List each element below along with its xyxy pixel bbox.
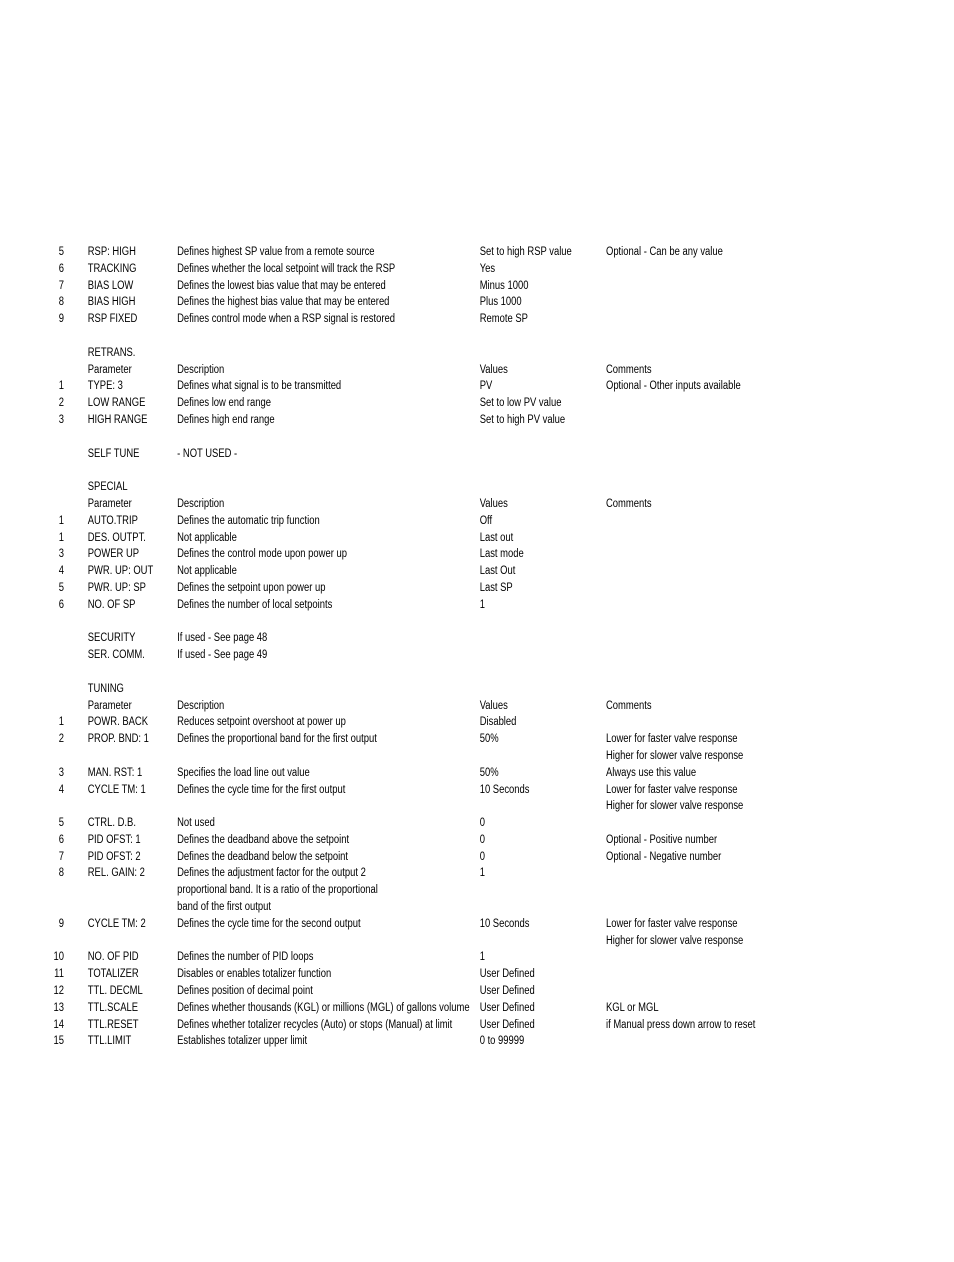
parameter-value: Set to high RSP value xyxy=(479,246,572,258)
parameter-value: Last SP xyxy=(479,581,513,594)
spacer-row xyxy=(0,614,782,631)
row-number: 10 xyxy=(53,951,64,964)
parameter-name: SELF TUNE xyxy=(87,447,140,460)
parameter-comment: Lower for faster valve response xyxy=(605,733,738,746)
parameter-name: TYPE: 3 xyxy=(87,380,123,393)
parameter-value: 1 xyxy=(479,598,485,611)
parameter-value: Values xyxy=(479,363,508,376)
parameter-value: Values xyxy=(479,497,508,510)
parameter-value: Values xyxy=(479,699,508,712)
row-number: 14 xyxy=(53,1018,64,1031)
parameter-value: Plus 1000 xyxy=(479,296,522,309)
table-row xyxy=(0,731,782,748)
parameter-value: User Defined xyxy=(479,1018,535,1031)
parameter-value: 10 Seconds xyxy=(479,783,530,796)
table-row xyxy=(0,983,782,1000)
row-number: 1 xyxy=(58,514,64,527)
row-number: 9 xyxy=(58,313,64,326)
table-row xyxy=(0,849,782,866)
table-row xyxy=(0,261,782,278)
table-row xyxy=(0,748,782,765)
parameter-name: RSP FIXED xyxy=(87,313,138,326)
parameter-name: DES. OUTPT. xyxy=(87,531,146,544)
table-row xyxy=(0,765,782,782)
parameter-description: Defines the adjustment factor for the output 2 xyxy=(177,867,366,880)
parameter-name: RETRANS. xyxy=(87,346,136,359)
parameter-description: Defines the number of local setpoints xyxy=(177,598,333,611)
parameter-value: 0 to 99999 xyxy=(479,1035,525,1048)
parameter-comment: Higher for slower valve response xyxy=(605,749,744,762)
parameter-value: Disabled xyxy=(479,716,517,729)
parameter-name: TTL.SCALE xyxy=(87,1001,139,1014)
table-row xyxy=(0,798,782,815)
row-number: 3 xyxy=(58,766,64,779)
parameter-description: - NOT USED - xyxy=(177,447,238,460)
table-row xyxy=(0,698,782,715)
parameter-name: PID OFST: 2 xyxy=(87,850,141,863)
parameter-description: Defines high end range xyxy=(177,413,275,426)
parameter-name: SECURITY xyxy=(87,632,136,645)
parameter-description: Defines highest SP value from a remote source xyxy=(177,246,375,258)
parameter-value: 0 xyxy=(479,850,485,863)
table-row xyxy=(0,899,782,916)
parameter-description: Defines whether totalizer recycles (Auto) or stops (Manual) at limit xyxy=(177,1018,453,1031)
row-number: 9 xyxy=(58,917,64,930)
parameter-description: Not used xyxy=(177,817,215,830)
table-row xyxy=(0,865,782,882)
parameter-value: Minus 1000 xyxy=(479,279,529,292)
parameter-name: CYCLE TM: 2 xyxy=(87,917,146,930)
row-number: 5 xyxy=(58,817,64,830)
spacer-row xyxy=(0,328,782,345)
parameter-comment: if Manual press down arrow to reset xyxy=(605,1018,756,1031)
parameter-description: proportional band. It is a ratio of the proportional xyxy=(177,884,378,897)
parameter-value: 50% xyxy=(479,733,499,746)
parameter-description: Defines whether the local setpoint will track the RSP xyxy=(177,262,396,275)
parameter-name: Parameter xyxy=(87,497,132,510)
parameter-value: 1 xyxy=(479,951,485,964)
table-row xyxy=(0,496,782,513)
table-row xyxy=(0,714,782,731)
table-row xyxy=(0,580,782,597)
table-row xyxy=(0,882,782,899)
parameter-name: SPECIAL xyxy=(87,481,128,494)
spacer-row xyxy=(0,429,782,446)
parameter-value: Last mode xyxy=(479,548,524,561)
parameter-description: Defines whether thousands (KGL) or millions (MGL) of gallons volume xyxy=(177,1001,470,1014)
parameter-description: Defines the automatic trip function xyxy=(177,514,320,527)
table-row xyxy=(0,311,782,328)
parameter-description: Defines what signal is to be transmitted xyxy=(177,380,342,393)
parameter-description: Defines the number of PID loops xyxy=(177,951,314,964)
table-row xyxy=(0,446,782,463)
table-row xyxy=(0,362,782,379)
parameter-description: Description xyxy=(177,497,225,510)
parameter-description: If used - See page 49 xyxy=(177,649,268,662)
parameter-name: Parameter xyxy=(87,699,132,712)
table-row xyxy=(0,597,782,614)
row-number: 4 xyxy=(58,783,64,796)
parameter-value: 10 Seconds xyxy=(479,917,530,930)
parameter-name: NO. OF PID xyxy=(87,951,139,964)
table-row xyxy=(0,782,782,799)
spacer-row xyxy=(0,462,782,479)
parameter-value: 0 xyxy=(479,833,485,846)
parameter-description: Specifies the load line out value xyxy=(177,766,310,779)
parameter-description: Defines the setpoint upon power up xyxy=(177,581,326,594)
parameter-name: RSP: HIGH xyxy=(87,246,136,258)
parameter-description: Establishes totalizer upper limit xyxy=(177,1035,308,1048)
parameter-description: Defines position of decimal point xyxy=(177,985,313,998)
parameter-value: Yes xyxy=(479,262,496,275)
parameter-name: NO. OF SP xyxy=(87,598,136,611)
table-row xyxy=(0,647,782,664)
parameter-description: Not applicable xyxy=(177,531,237,544)
parameter-description: Description xyxy=(177,363,225,376)
parameter-name: TTL.RESET xyxy=(87,1018,139,1031)
parameter-value: Set to low PV value xyxy=(479,397,562,410)
parameter-name: BIAS LOW xyxy=(87,279,134,292)
table-row xyxy=(0,378,782,395)
table-row xyxy=(0,949,782,966)
parameter-name: MAN. RST: 1 xyxy=(87,766,143,779)
table-row xyxy=(0,1000,782,1017)
parameter-name: Parameter xyxy=(87,363,132,376)
table-row xyxy=(0,345,782,362)
parameter-value: Remote SP xyxy=(479,313,528,326)
parameter-comment: Optional - Other inputs available xyxy=(605,380,741,393)
parameter-description: Defines low end range xyxy=(177,397,271,410)
table-row xyxy=(0,395,782,412)
parameter-value: Set to high PV value xyxy=(479,413,566,426)
row-number: 1 xyxy=(58,380,64,393)
parameter-comment: Comments xyxy=(605,497,652,510)
table-row xyxy=(0,681,782,698)
table-row xyxy=(0,546,782,563)
parameter-description: Defines the cycle time for the second output xyxy=(177,917,361,930)
row-number: 1 xyxy=(58,531,64,544)
parameter-name: PWR. UP: OUT xyxy=(87,565,154,578)
row-number: 3 xyxy=(58,548,64,561)
parameter-description: Defines the cycle time for the first output xyxy=(177,783,346,796)
parameter-value: User Defined xyxy=(479,968,535,981)
parameter-name: AUTO.TRIP xyxy=(87,514,138,527)
row-number: 6 xyxy=(58,598,64,611)
table-row xyxy=(0,933,782,950)
parameter-value: 1 xyxy=(479,867,485,880)
table-row xyxy=(0,294,782,311)
parameter-description: Defines the proportional band for the first output xyxy=(177,733,377,746)
row-number: 6 xyxy=(58,262,64,275)
parameter-description: If used - See page 48 xyxy=(177,632,268,645)
row-number: 8 xyxy=(58,867,64,880)
parameter-name: CYCLE TM: 1 xyxy=(87,783,146,796)
parameter-value: 0 xyxy=(479,817,485,830)
parameter-description: Reduces setpoint overshoot at power up xyxy=(177,716,346,729)
table-row xyxy=(0,832,782,849)
table-row xyxy=(0,530,782,547)
parameter-value: 50% xyxy=(479,766,499,779)
table-row xyxy=(0,630,782,647)
parameter-comment: Optional - Negative number xyxy=(605,850,722,863)
row-number: 15 xyxy=(53,1035,64,1048)
parameter-name: TTL.LIMIT xyxy=(87,1035,132,1048)
table-row xyxy=(0,244,782,261)
row-number: 6 xyxy=(58,833,64,846)
parameter-comment: Lower for faster valve response xyxy=(605,917,738,930)
spacer-row xyxy=(0,664,782,681)
table-row xyxy=(0,563,782,580)
parameter-comment: KGL or MGL xyxy=(605,1001,659,1014)
parameter-name: LOW RANGE xyxy=(87,397,146,410)
parameter-comment: Comments xyxy=(605,363,652,376)
parameter-name: HIGH RANGE xyxy=(87,413,148,426)
parameter-description: Not applicable xyxy=(177,565,237,578)
parameter-comment: Lower for faster valve response xyxy=(605,783,738,796)
row-number: 2 xyxy=(58,733,64,746)
table-row xyxy=(0,412,782,429)
parameter-description: Defines the deadband above the setpoint xyxy=(177,833,350,846)
parameter-name: TOTALIZER xyxy=(87,968,139,981)
parameter-name: REL. GAIN: 2 xyxy=(87,867,145,880)
table-row xyxy=(0,966,782,983)
parameter-comment: Higher for slower valve response xyxy=(605,800,744,813)
row-number: 13 xyxy=(53,1001,64,1014)
row-number: 3 xyxy=(58,413,64,426)
parameter-description: band of the first output xyxy=(177,901,271,914)
row-number: 7 xyxy=(58,279,64,292)
parameter-name: PWR. UP: SP xyxy=(87,581,146,594)
parameter-description: Defines the highest bias value that may be entered xyxy=(177,296,390,309)
parameter-comment: Optional - Positive number xyxy=(605,833,718,846)
parameter-name: TTL. DECML xyxy=(87,985,143,998)
parameter-value: Last Out xyxy=(479,565,516,578)
row-number: 5 xyxy=(58,581,64,594)
parameter-comment: Comments xyxy=(605,699,652,712)
parameter-name: SER. COMM. xyxy=(87,649,145,662)
row-number: 4 xyxy=(58,565,64,578)
parameter-name: TRACKING xyxy=(87,262,137,275)
parameter-name: PROP. BND: 1 xyxy=(87,733,149,746)
parameter-description: Disables or enables totalizer function xyxy=(177,968,332,981)
table-row xyxy=(0,916,782,933)
parameter-description: Defines the lowest bias value that may be entered xyxy=(177,279,386,292)
table-row xyxy=(0,278,782,295)
parameter-comment: Always use this value xyxy=(605,766,697,779)
row-number: 7 xyxy=(58,850,64,863)
parameter-name: POWER UP xyxy=(87,548,140,561)
parameter-description: Description xyxy=(177,699,225,712)
parameter-description: Defines the deadband below the setpoint xyxy=(177,850,349,863)
parameter-table xyxy=(0,244,954,1050)
table-row xyxy=(0,513,782,530)
parameter-comment: Higher for slower valve response xyxy=(605,934,744,947)
parameter-name: BIAS HIGH xyxy=(87,296,136,309)
row-number: 2 xyxy=(58,397,64,410)
row-number: 11 xyxy=(54,968,64,981)
row-number: 5 xyxy=(58,246,64,258)
table-row xyxy=(0,479,782,496)
parameter-value: PV xyxy=(479,380,493,393)
parameter-name: PID OFST: 1 xyxy=(87,833,141,846)
table-row xyxy=(0,1017,782,1034)
parameter-value: User Defined xyxy=(479,985,535,998)
parameter-description: Defines control mode when a RSP signal is restored xyxy=(177,313,395,326)
parameter-value: User Defined xyxy=(479,1001,535,1014)
parameter-name: POWR. BACK xyxy=(87,716,148,729)
parameter-comment: Optional - Can be any value xyxy=(605,246,723,258)
row-number: 8 xyxy=(58,296,64,309)
parameter-value: Off xyxy=(479,514,493,527)
parameter-name: CTRL. D.B. xyxy=(87,817,136,830)
parameter-description: Defines the control mode upon power up xyxy=(177,548,347,561)
row-number: 12 xyxy=(53,985,64,998)
parameter-value: Last out xyxy=(479,531,514,544)
table-row xyxy=(0,815,782,832)
parameter-name: TUNING xyxy=(87,682,124,695)
table-row xyxy=(0,1033,782,1050)
row-number: 1 xyxy=(58,716,64,729)
